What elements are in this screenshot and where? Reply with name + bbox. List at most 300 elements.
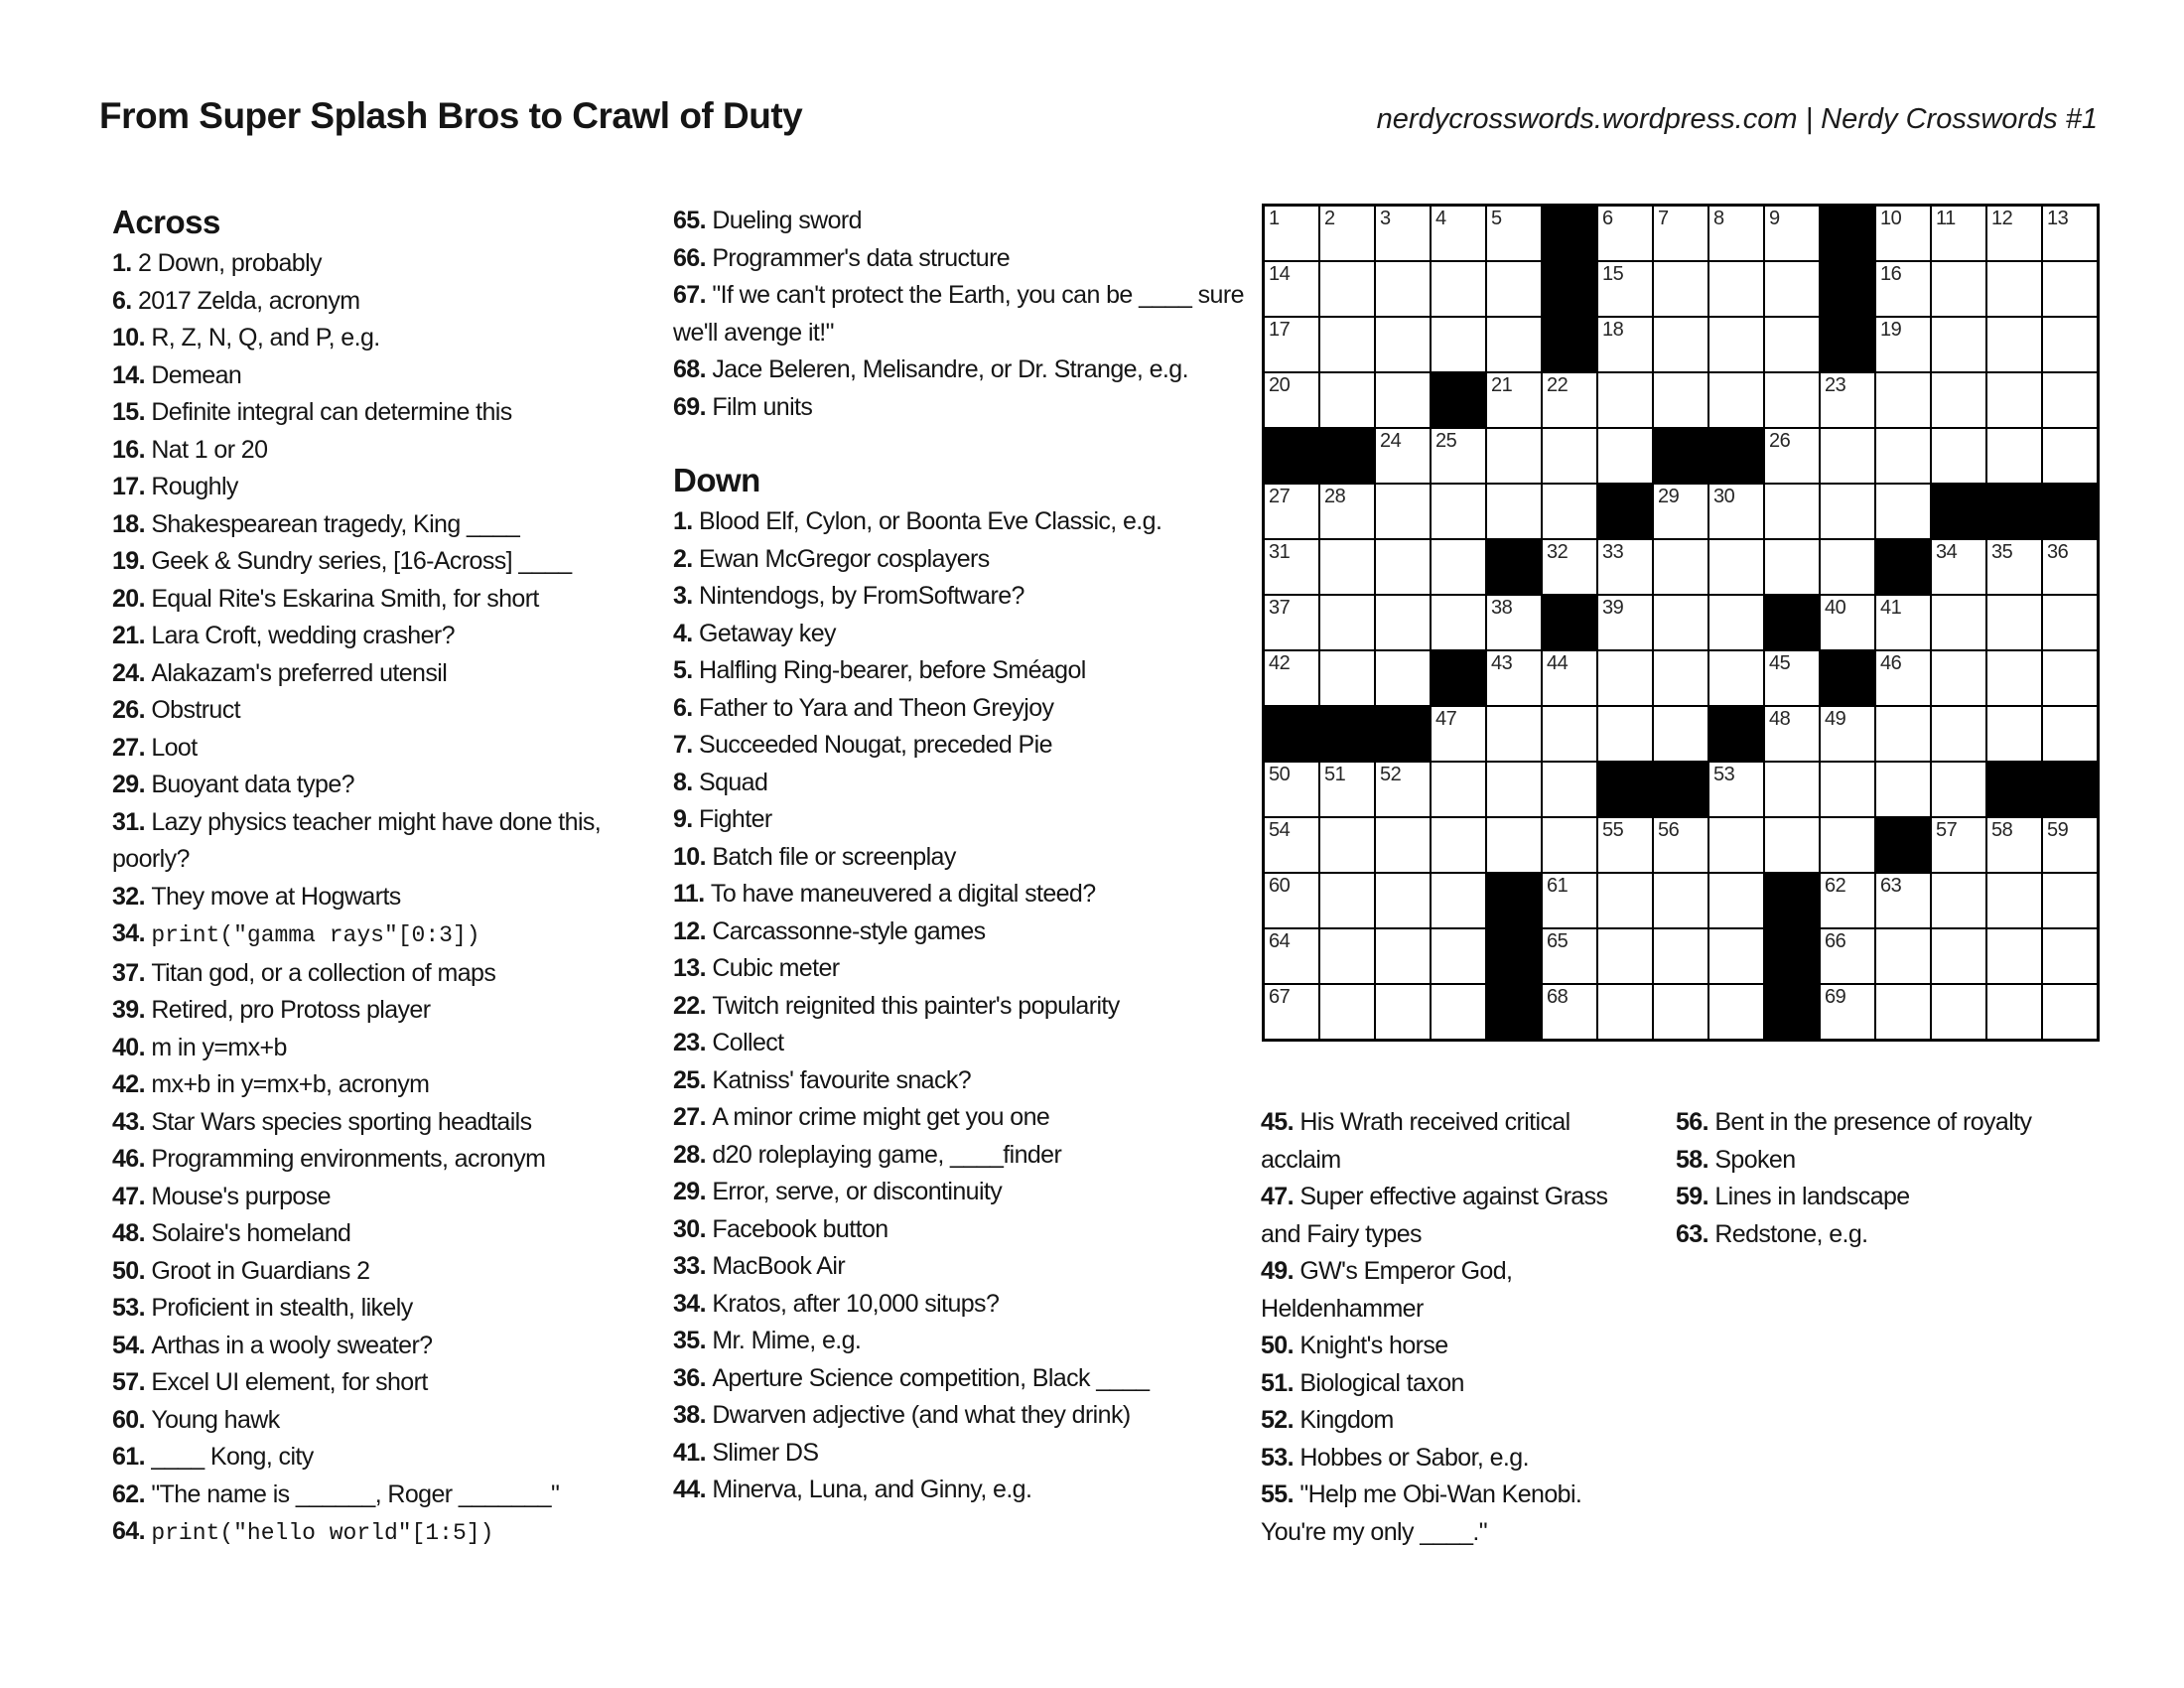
grid-cell[interactable] — [1597, 706, 1653, 762]
cell-number: 67 — [1269, 986, 1291, 1008]
grid-cell[interactable] — [1264, 261, 1319, 317]
grid-cell[interactable] — [1875, 372, 1931, 428]
grid-cell[interactable] — [1319, 984, 1375, 1040]
clue-number: 50. — [1261, 1332, 1300, 1359]
grid-cell[interactable] — [2042, 206, 2098, 261]
grid-cell[interactable] — [1875, 762, 1931, 817]
grid-cell[interactable] — [1986, 817, 2042, 873]
grid-cell[interactable] — [1820, 484, 1875, 539]
grid-cell[interactable] — [1764, 317, 1820, 372]
grid-cell[interactable] — [1708, 817, 1764, 873]
grid-cell[interactable] — [2042, 317, 2098, 372]
grid-cell[interactable] — [1875, 873, 1931, 928]
grid-cell[interactable] — [1931, 372, 1986, 428]
grid-cell[interactable] — [1708, 762, 1764, 817]
grid-cell[interactable] — [1542, 984, 1597, 1040]
grid-cell[interactable] — [1264, 650, 1319, 706]
grid-cell[interactable] — [1764, 650, 1820, 706]
clue-text: Roughly — [151, 473, 238, 500]
grid-cell-black — [1542, 206, 1597, 261]
cell-number: 2 — [1324, 208, 1335, 229]
grid-cell[interactable] — [1597, 317, 1653, 372]
grid-cell[interactable] — [1986, 984, 2042, 1040]
grid-cell[interactable] — [1486, 817, 1542, 873]
clue-number: 24. — [112, 658, 152, 687]
grid-cell[interactable] — [1653, 650, 1708, 706]
clue-item — [112, 804, 658, 879]
clue-text: Demean — [151, 360, 242, 389]
grid-cell[interactable] — [1375, 372, 1431, 428]
grid-cell[interactable] — [1764, 428, 1820, 484]
grid-cell[interactable] — [1653, 372, 1708, 428]
grid-cell[interactable] — [1486, 428, 1542, 484]
grid-cell[interactable] — [2042, 428, 2098, 484]
grid-cell[interactable] — [1986, 928, 2042, 984]
grid-cell[interactable] — [1708, 261, 1764, 317]
grid-cell[interactable] — [1431, 484, 1486, 539]
grid-cell[interactable] — [1375, 595, 1431, 650]
grid-cell[interactable] — [2042, 706, 2098, 762]
clue-item — [112, 692, 658, 730]
grid-cell[interactable] — [1431, 817, 1486, 873]
grid-cell[interactable] — [1931, 595, 1986, 650]
grid-cell-black — [1375, 706, 1431, 762]
grid-cell[interactable] — [1931, 706, 1986, 762]
grid-cell[interactable] — [1542, 372, 1597, 428]
clue-number: 53. — [1261, 1443, 1300, 1472]
grid-cell[interactable] — [1708, 372, 1764, 428]
grid-cell-black — [1542, 317, 1597, 372]
grid-cell[interactable] — [1986, 317, 2042, 372]
clue-item — [673, 690, 1254, 728]
clue-item — [673, 839, 1254, 877]
cell-number: 25 — [1435, 430, 1457, 452]
clue-item — [112, 283, 658, 321]
grid-cell[interactable] — [1597, 650, 1653, 706]
clue-number: 15. — [112, 398, 152, 426]
clue-item — [1261, 1179, 1633, 1253]
cell-number: 8 — [1713, 208, 1724, 229]
grid-cell[interactable] — [1931, 317, 1986, 372]
grid-cell[interactable] — [1486, 762, 1542, 817]
grid-cell[interactable] — [1875, 206, 1931, 261]
clue-text: R, Z, N, Q, and P, e.g. — [151, 324, 380, 352]
clue-item — [112, 1104, 658, 1142]
grid-cell[interactable] — [1375, 650, 1431, 706]
clue-number: 22. — [673, 991, 713, 1020]
grid-cell-black — [1820, 206, 1875, 261]
grid-cell[interactable] — [1264, 317, 1319, 372]
grid-cell[interactable] — [1820, 539, 1875, 595]
grid-cell[interactable] — [1264, 595, 1319, 650]
grid-cell[interactable] — [1653, 317, 1708, 372]
clue-number: 46. — [112, 1145, 152, 1173]
grid-cell[interactable] — [1597, 428, 1653, 484]
grid-cell[interactable] — [1319, 261, 1375, 317]
grid-cell-black — [1708, 428, 1764, 484]
grid-cell[interactable] — [1931, 206, 1986, 261]
clue-item — [673, 616, 1254, 653]
grid-cell[interactable] — [1931, 539, 1986, 595]
grid-cell-black — [1820, 317, 1875, 372]
clue-item — [112, 432, 658, 470]
clue-item — [112, 245, 658, 283]
grid-cell[interactable] — [1931, 928, 1986, 984]
grid-cell[interactable] — [1375, 984, 1431, 1040]
grid-cell[interactable] — [1319, 873, 1375, 928]
grid-cell[interactable] — [1820, 928, 1875, 984]
cell-number: 40 — [1825, 597, 1846, 619]
grid-cell[interactable] — [1931, 650, 1986, 706]
grid-cell[interactable] — [1764, 372, 1820, 428]
clue-number: 1. — [673, 507, 699, 535]
grid-cell[interactable] — [1264, 484, 1319, 539]
clue-item — [1676, 1179, 2103, 1216]
grid-cell[interactable] — [1986, 706, 2042, 762]
grid-cell[interactable] — [1875, 428, 1931, 484]
grid-cell[interactable] — [1597, 206, 1653, 261]
grid-cell-black — [1319, 706, 1375, 762]
grid-cell[interactable] — [1431, 539, 1486, 595]
grid-cell[interactable] — [1875, 984, 1931, 1040]
grid-cell[interactable] — [2042, 372, 2098, 428]
grid-cell[interactable] — [1542, 539, 1597, 595]
clue-text: Cubic meter — [712, 954, 840, 982]
grid-cell[interactable] — [1764, 706, 1820, 762]
grid-cell[interactable] — [1653, 261, 1708, 317]
clue-number: 32. — [112, 882, 152, 911]
grid-cell[interactable] — [1653, 539, 1708, 595]
clue-item — [112, 655, 658, 693]
grid-cell[interactable] — [1764, 762, 1820, 817]
grid-cell[interactable] — [1708, 317, 1764, 372]
grid-cell[interactable] — [1820, 706, 1875, 762]
grid-cell[interactable] — [1375, 206, 1431, 261]
grid-cell[interactable] — [1431, 706, 1486, 762]
grid-cell[interactable] — [1708, 928, 1764, 984]
cell-number: 23 — [1825, 374, 1846, 396]
cell-number: 49 — [1825, 708, 1846, 730]
grid-cell[interactable] — [1264, 372, 1319, 428]
clue-number: 65. — [673, 207, 713, 234]
grid-cell[interactable] — [1431, 261, 1486, 317]
cell-number: 65 — [1547, 930, 1569, 952]
grid-cell[interactable] — [1764, 539, 1820, 595]
grid-cell[interactable] — [1486, 650, 1542, 706]
grid-cell[interactable] — [1820, 873, 1875, 928]
grid-cell[interactable] — [1264, 928, 1319, 984]
grid-cell[interactable] — [1820, 372, 1875, 428]
grid-cell[interactable] — [1820, 595, 1875, 650]
cell-number: 63 — [1880, 875, 1902, 897]
grid-cell[interactable] — [1875, 595, 1931, 650]
clue-text: Buoyant data type? — [151, 771, 354, 798]
clue-text: print("hello world"[1:5]) — [151, 1520, 494, 1546]
grid-cell[interactable] — [1486, 372, 1542, 428]
grid-cell[interactable] — [1597, 928, 1653, 984]
grid-cell[interactable] — [1597, 873, 1653, 928]
grid-cell[interactable] — [1653, 484, 1708, 539]
clue-number: 34. — [673, 1289, 713, 1318]
grid-cell[interactable] — [1986, 261, 2042, 317]
clue-number: 58. — [1676, 1145, 1715, 1174]
grid-cell[interactable] — [1319, 372, 1375, 428]
grid-cell[interactable] — [1431, 928, 1486, 984]
grid-cell[interactable] — [1375, 428, 1431, 484]
grid-cell[interactable] — [2042, 928, 2098, 984]
grid-cell[interactable] — [1875, 484, 1931, 539]
cell-number: 27 — [1269, 486, 1291, 507]
grid-cell[interactable] — [1708, 206, 1764, 261]
grid-cell[interactable] — [1708, 873, 1764, 928]
grid-cell[interactable] — [1486, 706, 1542, 762]
clue-text: Aperture Science competition, Black ____ — [712, 1363, 1150, 1392]
grid-cell[interactable] — [1820, 428, 1875, 484]
cell-number: 12 — [1991, 208, 2013, 229]
grid-cell[interactable] — [1986, 650, 2042, 706]
clue-number: 38. — [673, 1401, 713, 1429]
grid-cell[interactable] — [1319, 650, 1375, 706]
grid-cell[interactable] — [1653, 706, 1708, 762]
clue-number: 43. — [112, 1107, 152, 1136]
grid-cell[interactable] — [1319, 317, 1375, 372]
grid-cell[interactable] — [1931, 817, 1986, 873]
grid-cell[interactable] — [1319, 762, 1375, 817]
cell-number: 45 — [1769, 652, 1791, 674]
grid-cell[interactable] — [1597, 261, 1653, 317]
clue-item — [1261, 1402, 1633, 1440]
cell-number: 9 — [1769, 208, 1780, 229]
grid-cell[interactable] — [1431, 428, 1486, 484]
clue-item — [673, 914, 1254, 951]
down-clue-list-continued-left — [1261, 1104, 1633, 1551]
grid-cell[interactable] — [1319, 206, 1375, 261]
grid-cell[interactable] — [1319, 484, 1375, 539]
clue-item — [112, 1290, 658, 1328]
clue-text: Film units — [712, 392, 813, 421]
grid-cell[interactable] — [1931, 984, 1986, 1040]
clue-text: 2 Down, probably — [138, 249, 322, 277]
clue-item — [673, 503, 1254, 541]
grid-cell[interactable] — [1542, 650, 1597, 706]
grid-cell[interactable] — [1542, 484, 1597, 539]
clue-number: 47. — [112, 1182, 152, 1210]
grid-cell[interactable] — [1597, 984, 1653, 1040]
grid-cell[interactable] — [1542, 873, 1597, 928]
grid-cell[interactable] — [1875, 928, 1931, 984]
grid-cell[interactable] — [1375, 762, 1431, 817]
clue-item — [112, 992, 658, 1030]
clue-item — [112, 320, 658, 357]
grid-cell[interactable] — [1375, 539, 1431, 595]
grid-cell[interactable] — [1708, 650, 1764, 706]
clue-text: m in y=mx+b — [151, 1033, 287, 1061]
grid-cell[interactable] — [1597, 817, 1653, 873]
grid-cell[interactable] — [1264, 984, 1319, 1040]
grid-cell[interactable] — [1764, 261, 1820, 317]
clue-text: Proficient in stealth, likely — [151, 1294, 413, 1322]
grid-cell[interactable] — [1764, 484, 1820, 539]
cell-number: 10 — [1880, 208, 1902, 229]
clue-item — [112, 730, 658, 768]
clue-number: 53. — [112, 1294, 152, 1322]
cell-number: 31 — [1269, 541, 1291, 563]
grid-cell[interactable] — [1431, 984, 1486, 1040]
clue-item — [112, 955, 658, 993]
grid-cell[interactable] — [1764, 817, 1820, 873]
grid-cell[interactable] — [1820, 817, 1875, 873]
grid-cell[interactable] — [1986, 206, 2042, 261]
grid-cell[interactable] — [1931, 873, 1986, 928]
grid-cell[interactable] — [1931, 762, 1986, 817]
cell-number: 30 — [1713, 486, 1735, 507]
grid-cell[interactable] — [2042, 984, 2098, 1040]
grid-cell[interactable] — [1653, 928, 1708, 984]
grid-cell-black — [1820, 650, 1875, 706]
grid-cell[interactable] — [1986, 873, 2042, 928]
grid-cell[interactable] — [1875, 650, 1931, 706]
grid-cell-black — [1431, 372, 1486, 428]
clue-item — [112, 1141, 658, 1179]
grid-cell[interactable] — [1319, 928, 1375, 984]
grid-cell[interactable] — [1653, 873, 1708, 928]
grid-cell[interactable] — [1431, 595, 1486, 650]
grid-cell[interactable] — [2042, 539, 2098, 595]
grid-cell[interactable] — [1820, 762, 1875, 817]
clue-text: Nat 1 or 20 — [151, 435, 268, 464]
grid-cell[interactable] — [1375, 928, 1431, 984]
across-clue-list — [112, 245, 658, 1553]
clue-text: "The name is ______, Roger _______" — [151, 1479, 560, 1508]
clue-number: 27. — [112, 733, 152, 762]
grid-cell[interactable] — [1264, 817, 1319, 873]
grid-cell[interactable] — [1986, 428, 2042, 484]
grid-cell[interactable] — [2042, 595, 2098, 650]
grid-cell[interactable] — [1264, 539, 1319, 595]
clue-text: Geek & Sundry series, [16-Across] ____ — [151, 547, 572, 575]
grid-cell[interactable] — [1319, 595, 1375, 650]
grid-cell[interactable] — [1597, 539, 1653, 595]
grid-cell[interactable] — [1931, 428, 1986, 484]
grid-cell[interactable] — [1486, 261, 1542, 317]
clue-number: 44. — [673, 1476, 713, 1503]
grid-cell[interactable] — [1486, 317, 1542, 372]
grid-cell[interactable] — [1820, 984, 1875, 1040]
grid-cell[interactable] — [1319, 817, 1375, 873]
grid-cell[interactable] — [1597, 595, 1653, 650]
grid-cell[interactable] — [1597, 372, 1653, 428]
clue-item — [673, 801, 1254, 839]
grid-cell[interactable] — [1875, 261, 1931, 317]
grid-cell[interactable] — [1542, 928, 1597, 984]
clue-text: Mouse's purpose — [151, 1182, 331, 1210]
grid-cell[interactable] — [1653, 595, 1708, 650]
grid-cell[interactable] — [1653, 206, 1708, 261]
grid-cell[interactable] — [1375, 261, 1431, 317]
grid-cell[interactable] — [1708, 984, 1764, 1040]
grid-cell[interactable] — [1486, 595, 1542, 650]
grid-cell[interactable] — [1875, 706, 1931, 762]
grid-cell[interactable] — [1986, 539, 2042, 595]
grid-cell[interactable] — [1319, 539, 1375, 595]
clue-item — [673, 240, 1254, 278]
grid-cell[interactable] — [2042, 261, 2098, 317]
clue-item — [673, 1286, 1254, 1324]
clue-item — [1261, 1440, 1633, 1477]
grid-cell[interactable] — [1653, 984, 1708, 1040]
grid-cell-black — [1597, 484, 1653, 539]
grid-cell[interactable] — [1431, 873, 1486, 928]
clue-item — [673, 1025, 1254, 1062]
grid-cell[interactable] — [1708, 539, 1764, 595]
grid-cell[interactable] — [1375, 317, 1431, 372]
grid-cell[interactable] — [1653, 817, 1708, 873]
clue-number: 8. — [673, 768, 699, 796]
clue-text: Solaire's homeland — [151, 1219, 351, 1247]
grid-cell[interactable] — [1764, 206, 1820, 261]
clue-number: 30. — [673, 1214, 713, 1243]
clue-text: Lines in landscape — [1714, 1183, 1910, 1210]
grid-cell[interactable] — [1264, 206, 1319, 261]
grid-cell[interactable] — [1708, 595, 1764, 650]
grid-cell[interactable] — [1375, 873, 1431, 928]
grid-cell[interactable] — [1986, 595, 2042, 650]
down-heading: Down — [673, 462, 760, 498]
grid-cell[interactable] — [1431, 317, 1486, 372]
clue-text: Super effective against Grass and Fairy types — [1261, 1183, 1608, 1248]
clue-number: 64. — [112, 1517, 152, 1545]
grid-cell[interactable] — [1708, 484, 1764, 539]
clue-number: 28. — [673, 1140, 713, 1169]
clue-number: 60. — [112, 1405, 152, 1434]
grid-cell[interactable] — [1264, 762, 1319, 817]
grid-cell[interactable] — [1542, 817, 1597, 873]
grid-cell[interactable] — [1542, 428, 1597, 484]
grid-cell[interactable] — [1264, 873, 1319, 928]
grid-cell[interactable] — [1486, 206, 1542, 261]
grid-cell[interactable] — [2042, 650, 2098, 706]
grid-cell[interactable] — [1931, 261, 1986, 317]
clue-number: 29. — [112, 771, 152, 798]
grid-cell[interactable] — [1986, 372, 2042, 428]
grid-cell[interactable] — [2042, 817, 2098, 873]
clue-item — [112, 618, 658, 655]
clue-text: His Wrath received critical acclaim — [1261, 1108, 1570, 1174]
clue-text: They move at Hogwarts — [151, 882, 401, 911]
grid-cell[interactable] — [1875, 317, 1931, 372]
grid-cell[interactable] — [1375, 484, 1431, 539]
grid-cell-black — [1820, 261, 1875, 317]
grid-cell[interactable] — [1431, 762, 1486, 817]
clue-item — [673, 652, 1254, 690]
cell-number: 3 — [1380, 208, 1391, 229]
cell-number: 26 — [1769, 430, 1791, 452]
clue-number: 56. — [1676, 1108, 1715, 1136]
grid-cell[interactable] — [1486, 484, 1542, 539]
grid-cell[interactable] — [1542, 762, 1597, 817]
clue-number: 57. — [112, 1368, 152, 1396]
grid-cell[interactable] — [1375, 817, 1431, 873]
clue-text: Batch file or screenplay — [712, 842, 956, 871]
clue-text: Mr. Mime, e.g. — [712, 1327, 862, 1354]
grid-cell[interactable] — [1431, 206, 1486, 261]
clue-item — [112, 1513, 658, 1553]
clue-column-left — [112, 203, 658, 1553]
grid-cell[interactable] — [2042, 873, 2098, 928]
grid-cell[interactable] — [1542, 706, 1597, 762]
clue-item — [1261, 1253, 1633, 1328]
cell-number: 35 — [1991, 541, 2013, 563]
